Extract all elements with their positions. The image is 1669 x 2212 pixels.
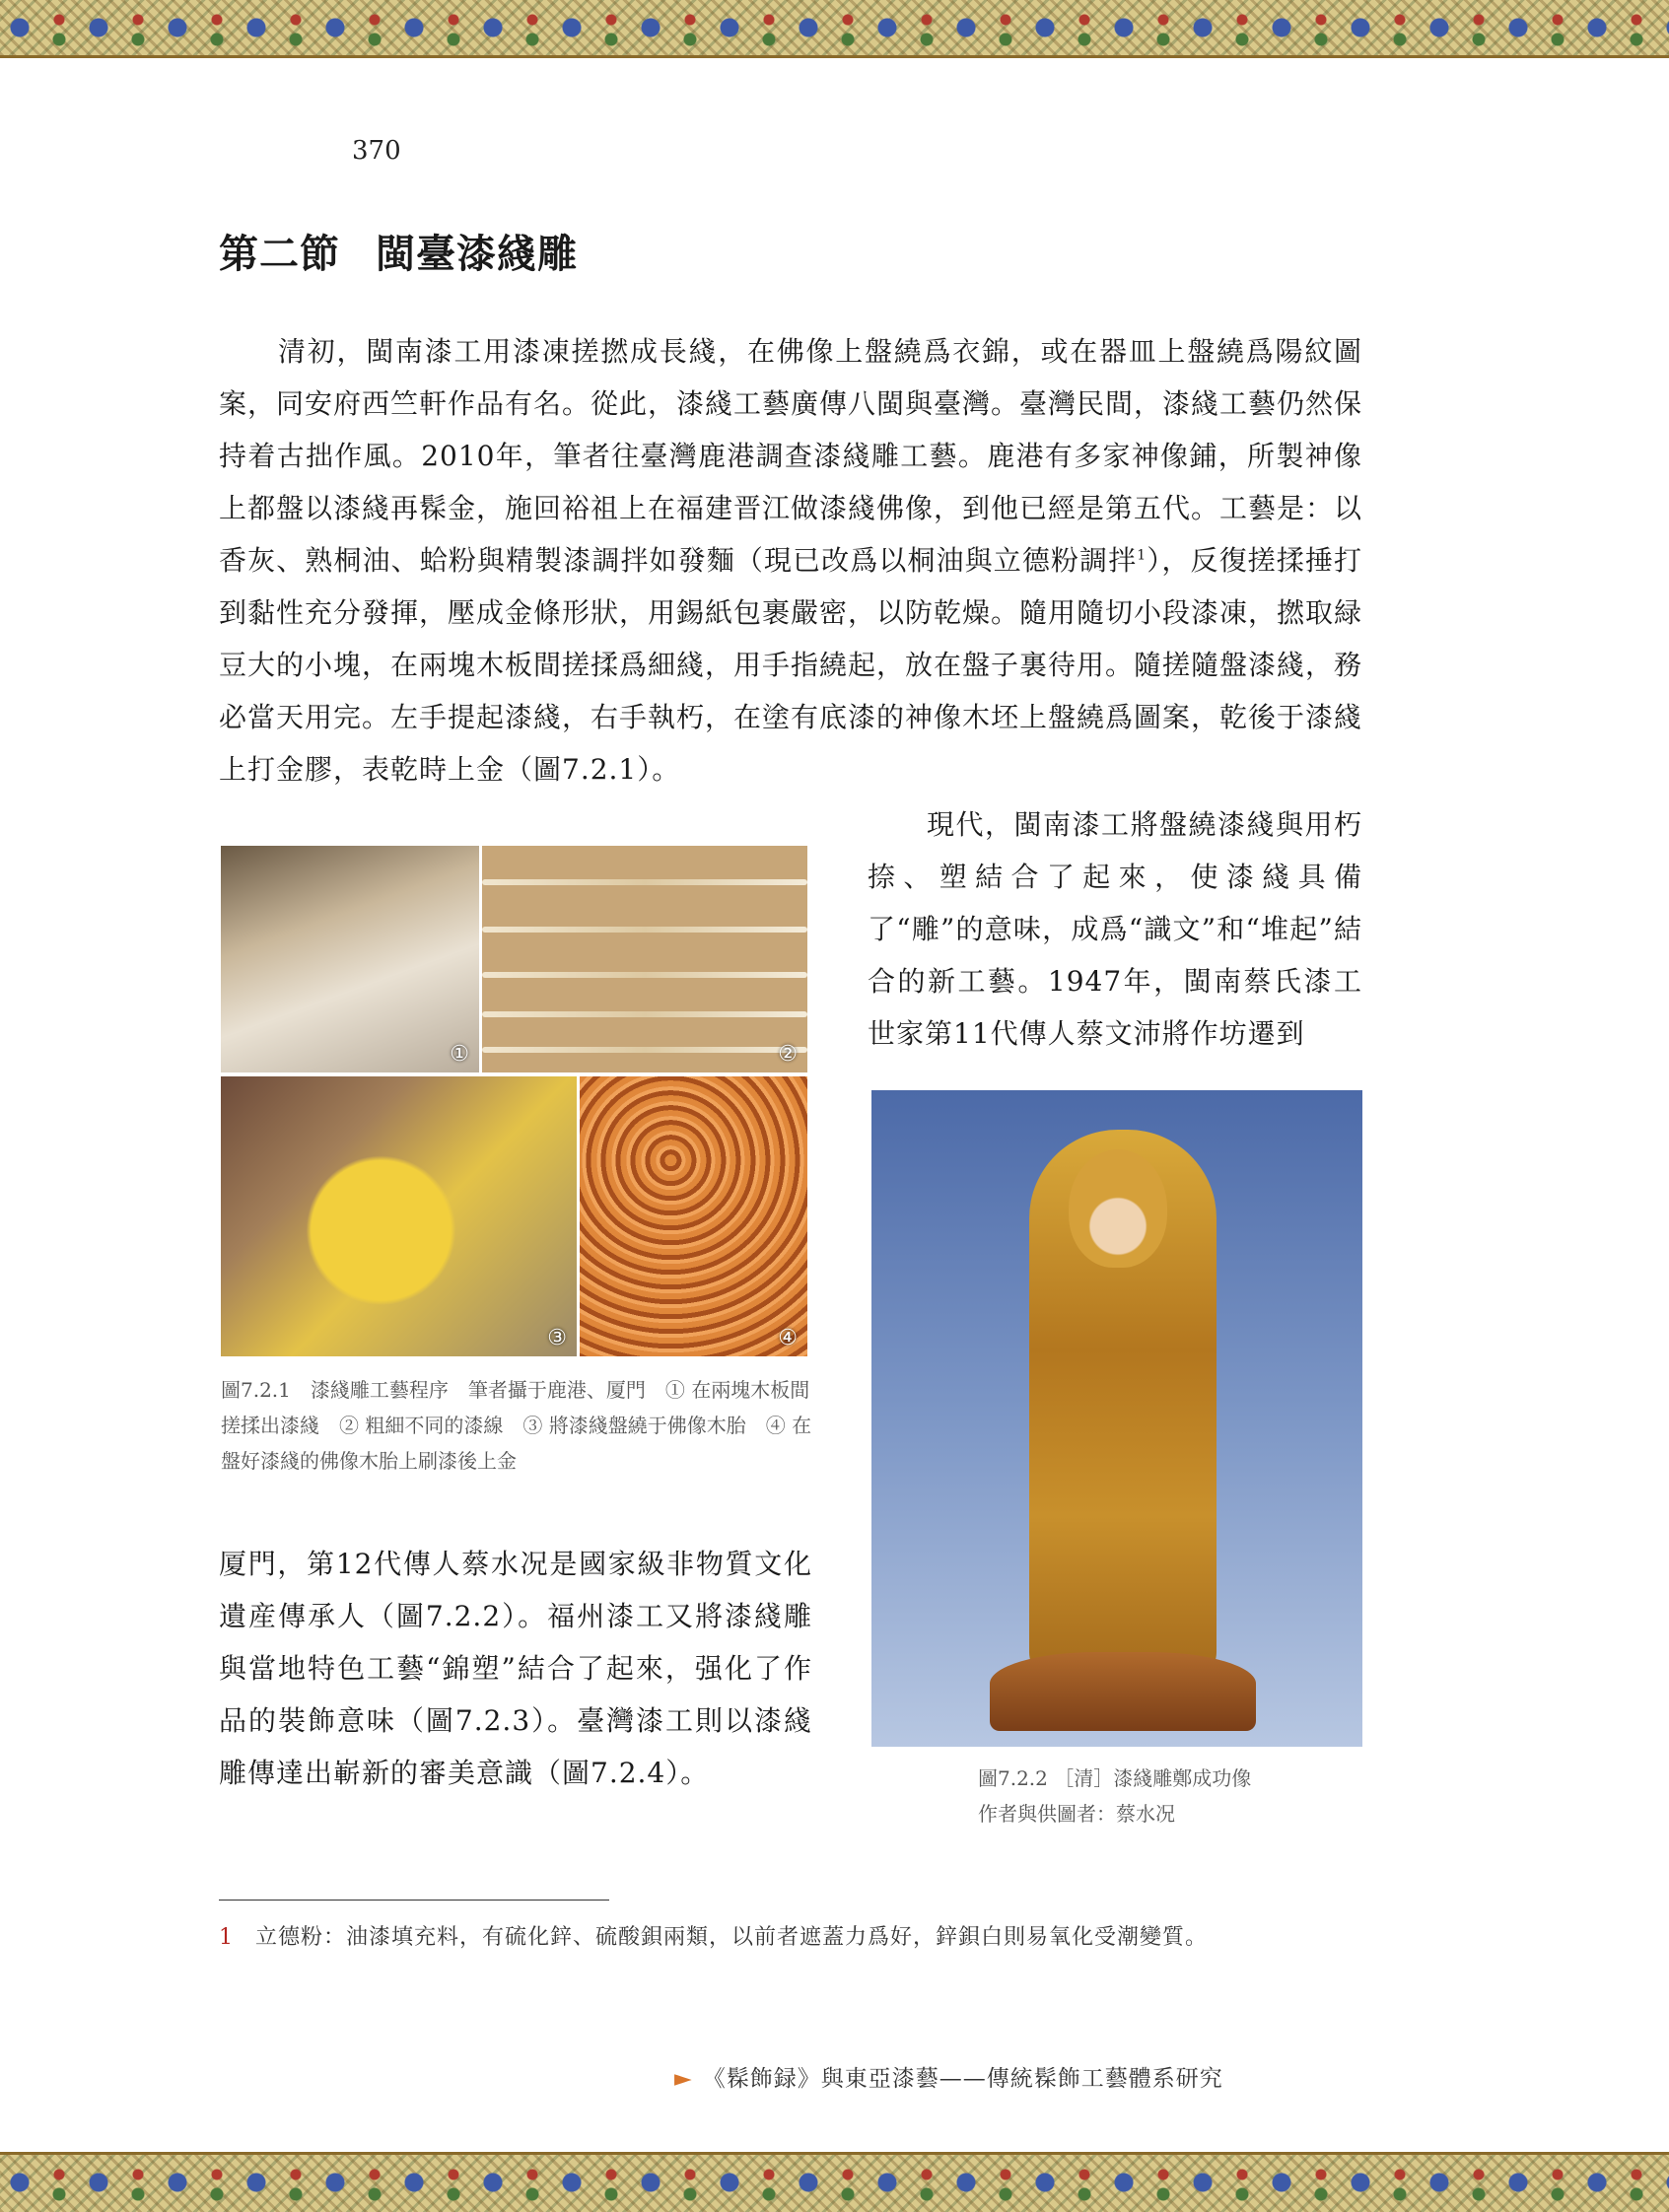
footnote-rule <box>219 1900 609 1901</box>
figure-1-marker-2: ② <box>778 1042 798 1067</box>
figure-2-photo <box>871 1090 1362 1747</box>
figure-1-marker-4: ④ <box>778 1326 798 1350</box>
figure-2-caption <box>978 1761 1362 1832</box>
footnote <box>219 1920 1208 1951</box>
section-label: 第二節 <box>219 231 340 277</box>
decorative-border-bottom <box>0 2152 1669 2212</box>
figure-1-photo-2 <box>482 846 807 1072</box>
decorative-border-top <box>0 0 1669 58</box>
figure-1-caption: 圖7.2.1 漆綫雕工藝程序 筆者攝于鹿港、厦門 ① 在兩塊木板間搓揉出漆綫 ② 粗細不同的漆線 ③ 將漆綫盤繞于佛像木胎 ④ 在盤好漆綫的佛像木胎上刷漆後上金 <box>221 1378 812 1473</box>
figure-1-photo-1 <box>221 846 479 1072</box>
running-footer <box>674 2060 1223 2093</box>
arrow-icon: ► <box>674 2066 693 2092</box>
footnote-number: 1 <box>219 1925 234 1950</box>
figure-1-marker-1: ① <box>450 1042 469 1067</box>
section-title <box>219 223 578 279</box>
figure-1-photo-3 <box>221 1076 577 1356</box>
footnote-ref: 1 <box>1137 547 1147 564</box>
figure-1-marker-3: ③ <box>547 1326 567 1350</box>
paragraph-main-text: 清初，閩南漆工用漆凍搓撚成長綫，在佛像上盤繞爲衣錦，或在器皿上盤繞爲陽紋圖案，同安府西竺軒作品有名。從此，漆綫工藝廣傳八閩與臺灣。臺灣民間，漆綫工藝仍然保持着古拙作風。2010年，筆者往臺灣鹿港調查漆綫雕工藝。鹿港有多家神像鋪，所製神像上都盤以漆綫再髹金，施回裕祖上在福建晋江做漆綫佛像，到他已經是第五代。工藝是：以香灰、熟桐油、蛤粉與精製漆調拌如發麵（現已改爲以桐油與立德粉調拌 <box>219 335 1363 577</box>
figure-1-photo-4 <box>580 1076 807 1356</box>
footnote-text: 立德粉：油漆填充料，有硫化鋅、硫酸鋇兩類，以前者遮蓋力爲好，鋅鋇白則易氧化受潮變質。 <box>255 1925 1209 1950</box>
paragraph-main <box>219 325 1362 795</box>
figure-2-caption-title: 圖7.2.2 ［清］漆綫雕鄭成功像 <box>978 1766 1252 1790</box>
paragraph-right: 現代，閩南漆工將盤繞漆綫與用朽捺、塑結合了起來，使漆綫具備了“雕”的意味，成爲“識文”和“堆起”結合的新工藝。1947年，閩南蔡氏漆工世家第11代傳人蔡文沛將作坊遷到 <box>868 808 1362 1050</box>
paragraph-main-text-cont: ），反復搓揉捶打到黏性充分發揮，壓成金條形狀，用錫紙包裹嚴密，以防乾燥。隨用隨切小段漆凍，撚取緑豆大的小塊，在兩塊木板間搓揉爲細綫，用手指繞起，放在盤子裏待用。隨搓隨盤漆綫，務必當天用完。左手提起漆綫，右手執朽，在塗有底漆的神像木坯上盤繞爲圖案，乾後于漆綫上打金膠，表乾時上金（圖7.2.1）。 <box>219 544 1363 786</box>
paragraph-left-2: 厦門，第12代傳人蔡水况是國家級非物質文化遺産傳承人（圖7.2.2）。福州漆工又將漆綫雕與當地特色工藝“錦塑”結合了起來，强化了作品的裝飾意味（圖7.2.3）。臺灣漆工則以漆綫雕傳達出嶄新的審美意識（圖7.2.4）。 <box>219 1548 812 1789</box>
section-heading: 閩臺漆綫雕 <box>376 231 578 277</box>
figure-2-caption-credit: 作者與供圖者：蔡水况 <box>978 1802 1175 1826</box>
running-footer-text: 《髹飾録》與東亞漆藝——傳統髹飾工藝體系研究 <box>702 2066 1223 2092</box>
page-number: 370 <box>352 136 401 166</box>
